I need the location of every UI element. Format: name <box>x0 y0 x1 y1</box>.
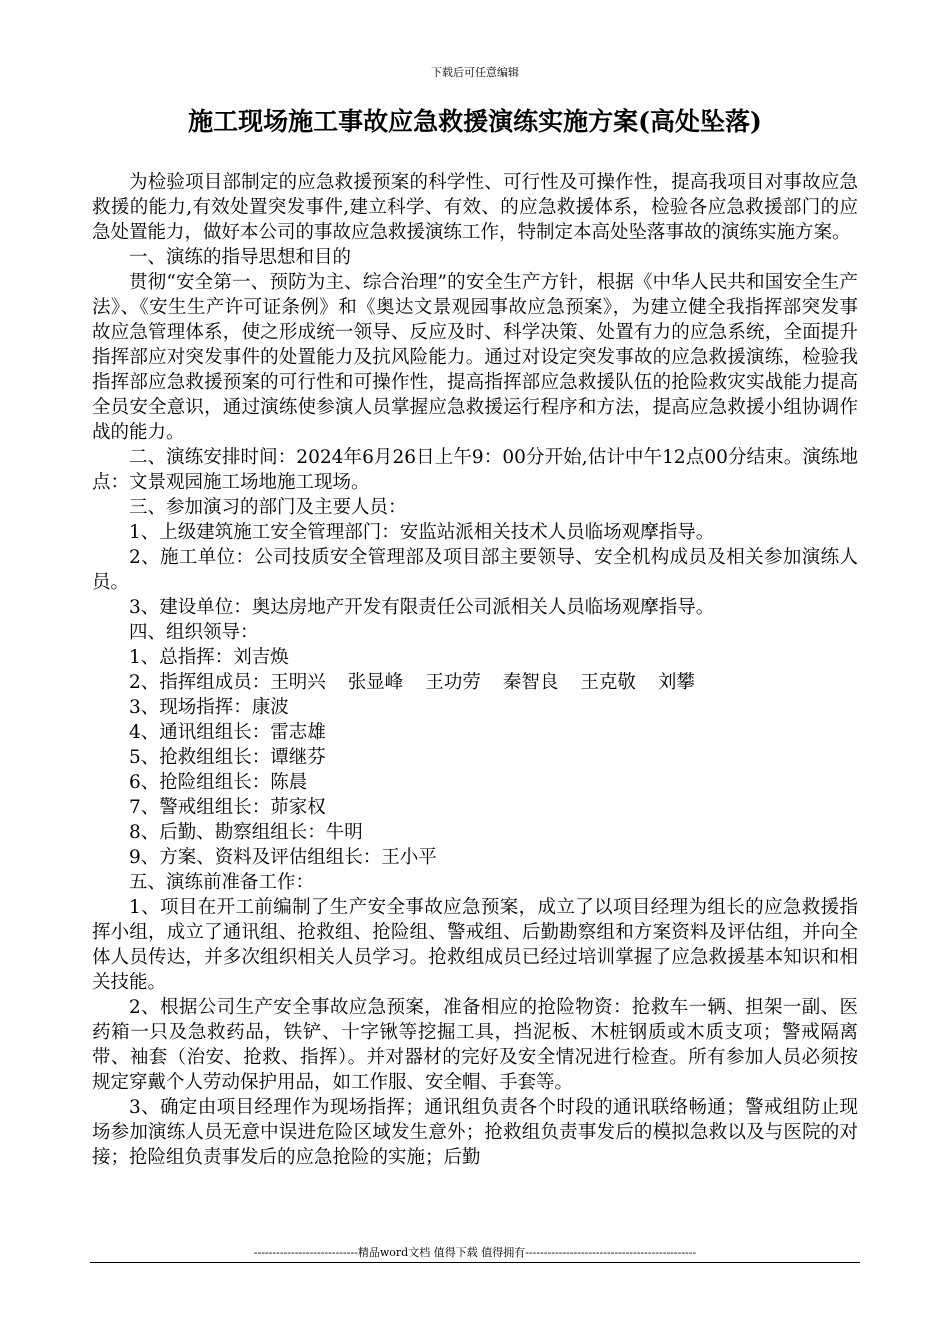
section-1-heading: 一、演练的指导思想和目的 <box>129 247 352 268</box>
section-2-schedule: 二、演练安排时间：2024年6月26日上午9：00分开始,估计中午12点00分结束。演练地点：文景观园施工场地施工现场。 <box>92 447 858 493</box>
document-title: 施工现场施工事故应急救援演练实施方案(高处坠落) <box>188 107 762 136</box>
section-4-item-6: 6、抢险组组长：陈晨 <box>129 772 308 793</box>
section-3-item-1: 1、上级建筑施工安全管理部门：安监站派相关技术人员临场观摩指导。 <box>129 522 715 543</box>
section-5-item-3: 3、确定由项目经理作为现场指挥；通讯组负责各个时段的通讯联络畅通；警戒组防止现场参加演练人员无意中误进危险区域发生意外；抢救组负责事发后的模拟急救以及与医院的对接；抢险组负责事发后的应急抢险的实施；后勤 <box>92 1097 858 1168</box>
document-body <box>92 170 858 1170</box>
section-5-item-2: 2、根据公司生产安全事故应急预案，准备相应的抢险物资：抢救车一辆、担架一副、医药箱一只及急救药品，铁铲、十字锹等挖掘工具，挡泥板、木桩钢质或木质支项；警戒隔离带、袖套（治安、抢救、指挥）。并对器材的完好及安全情况进行检查。所有参加人员必须按规定穿戴个人劳动保护用品，如工作服、安全帽、手套等。 <box>92 997 858 1093</box>
intro-paragraph: 为检验项目部制定的应急救援预案的科学性、可行性及可操作性，提高我项目对事故应急救援的能力,有效处置突发事件,建立科学、有效、的应急救援体系，检验各应急救援部门的应急处置能力，做好本公司的事故应急救援演练工作，特制定本高处坠落事故的演练实施方案。 <box>92 172 858 243</box>
member-name: 王功劳 <box>425 672 481 693</box>
member-name: 秦智良 <box>502 672 559 693</box>
member-name: 王明兴 <box>270 672 326 693</box>
member-list-label: 2、指挥组成员： <box>129 672 271 693</box>
section-4-heading: 四、组织领导： <box>129 622 259 643</box>
section-1-body: 贯彻“安全第一、预防为主、综合治理”的安全生产方针，根据《中华人民共和国安全生产法》、《安生生产许可证条例》和《奥达文景观园事故应急预案》，为建立健全我指挥部突发事故应急管理体系，使之形成统一领导、反应及时、科学决策、处置有力的应急系统，全面提升指挥部应对突发事件的处置能力及抗风险能力。通过对设定突发事故的应急救援演练，检验我指挥部应急救援预案的可行性和可操作性，提高指挥部应急救援队伍的抢险救灾实战能力提高全员安全意识，通过演练使参演人员掌握应急救援运行程序和方法，提高应急救援小组协调作战的能力。 <box>92 272 858 443</box>
section-4-item-9: 9、方案、资料及评估组组长：王小平 <box>129 847 437 868</box>
header-note: 下载后可任意编辑 <box>431 66 519 79</box>
section-3-item-2: 2、施工单位：公司技质安全管理部及项目部主要领导、安全机构成员及相关参加演练人员。 <box>92 547 858 593</box>
section-4-item-2 <box>92 670 858 695</box>
section-3-item-3: 3、建设单位：奥达房地产开发有限责任公司派相关人员临场观摩指导。 <box>129 597 715 618</box>
member-name: 张显峰 <box>347 672 404 693</box>
member-list <box>270 672 695 693</box>
section-4-item-4: 4、通讯组组长：雷志雄 <box>129 722 326 743</box>
section-5-item-1: 1、项目在开工前编制了生产安全事故应急预案，成立了以项目经理为组长的应急救援指挥小组，成立了通讯组、抢救组、抢险组、警戒组、后勤勘察组和方案资料及评估组，并向全体人员传达，并多次组织相关人员学习。抢救组成员已经过培训掌握了应急救援基本知识和相关技能。 <box>92 897 858 993</box>
footer-divider <box>90 1262 860 1263</box>
section-4-item-7: 7、警戒组组长：茆家权 <box>129 797 326 818</box>
member-name: 刘攀 <box>657 672 695 693</box>
member-name: 王克敬 <box>580 672 636 693</box>
section-4-item-1: 1、总指挥：刘吉焕 <box>129 647 289 668</box>
section-4-item-8: 8、后勤、勘察组组长：牛明 <box>129 822 363 843</box>
footer-note: ----------------------------精品word文档 值得下载 值得拥有---------------------------------------------- <box>253 1246 697 1259</box>
section-5-heading: 五、演练前准备工作： <box>129 872 315 893</box>
section-3-heading: 三、参加演习的部门及主要人员： <box>129 497 407 518</box>
section-4-item-5: 5、抢救组组长：谭继芬 <box>129 747 326 768</box>
section-4-item-3: 3、现场指挥：康波 <box>129 697 289 718</box>
